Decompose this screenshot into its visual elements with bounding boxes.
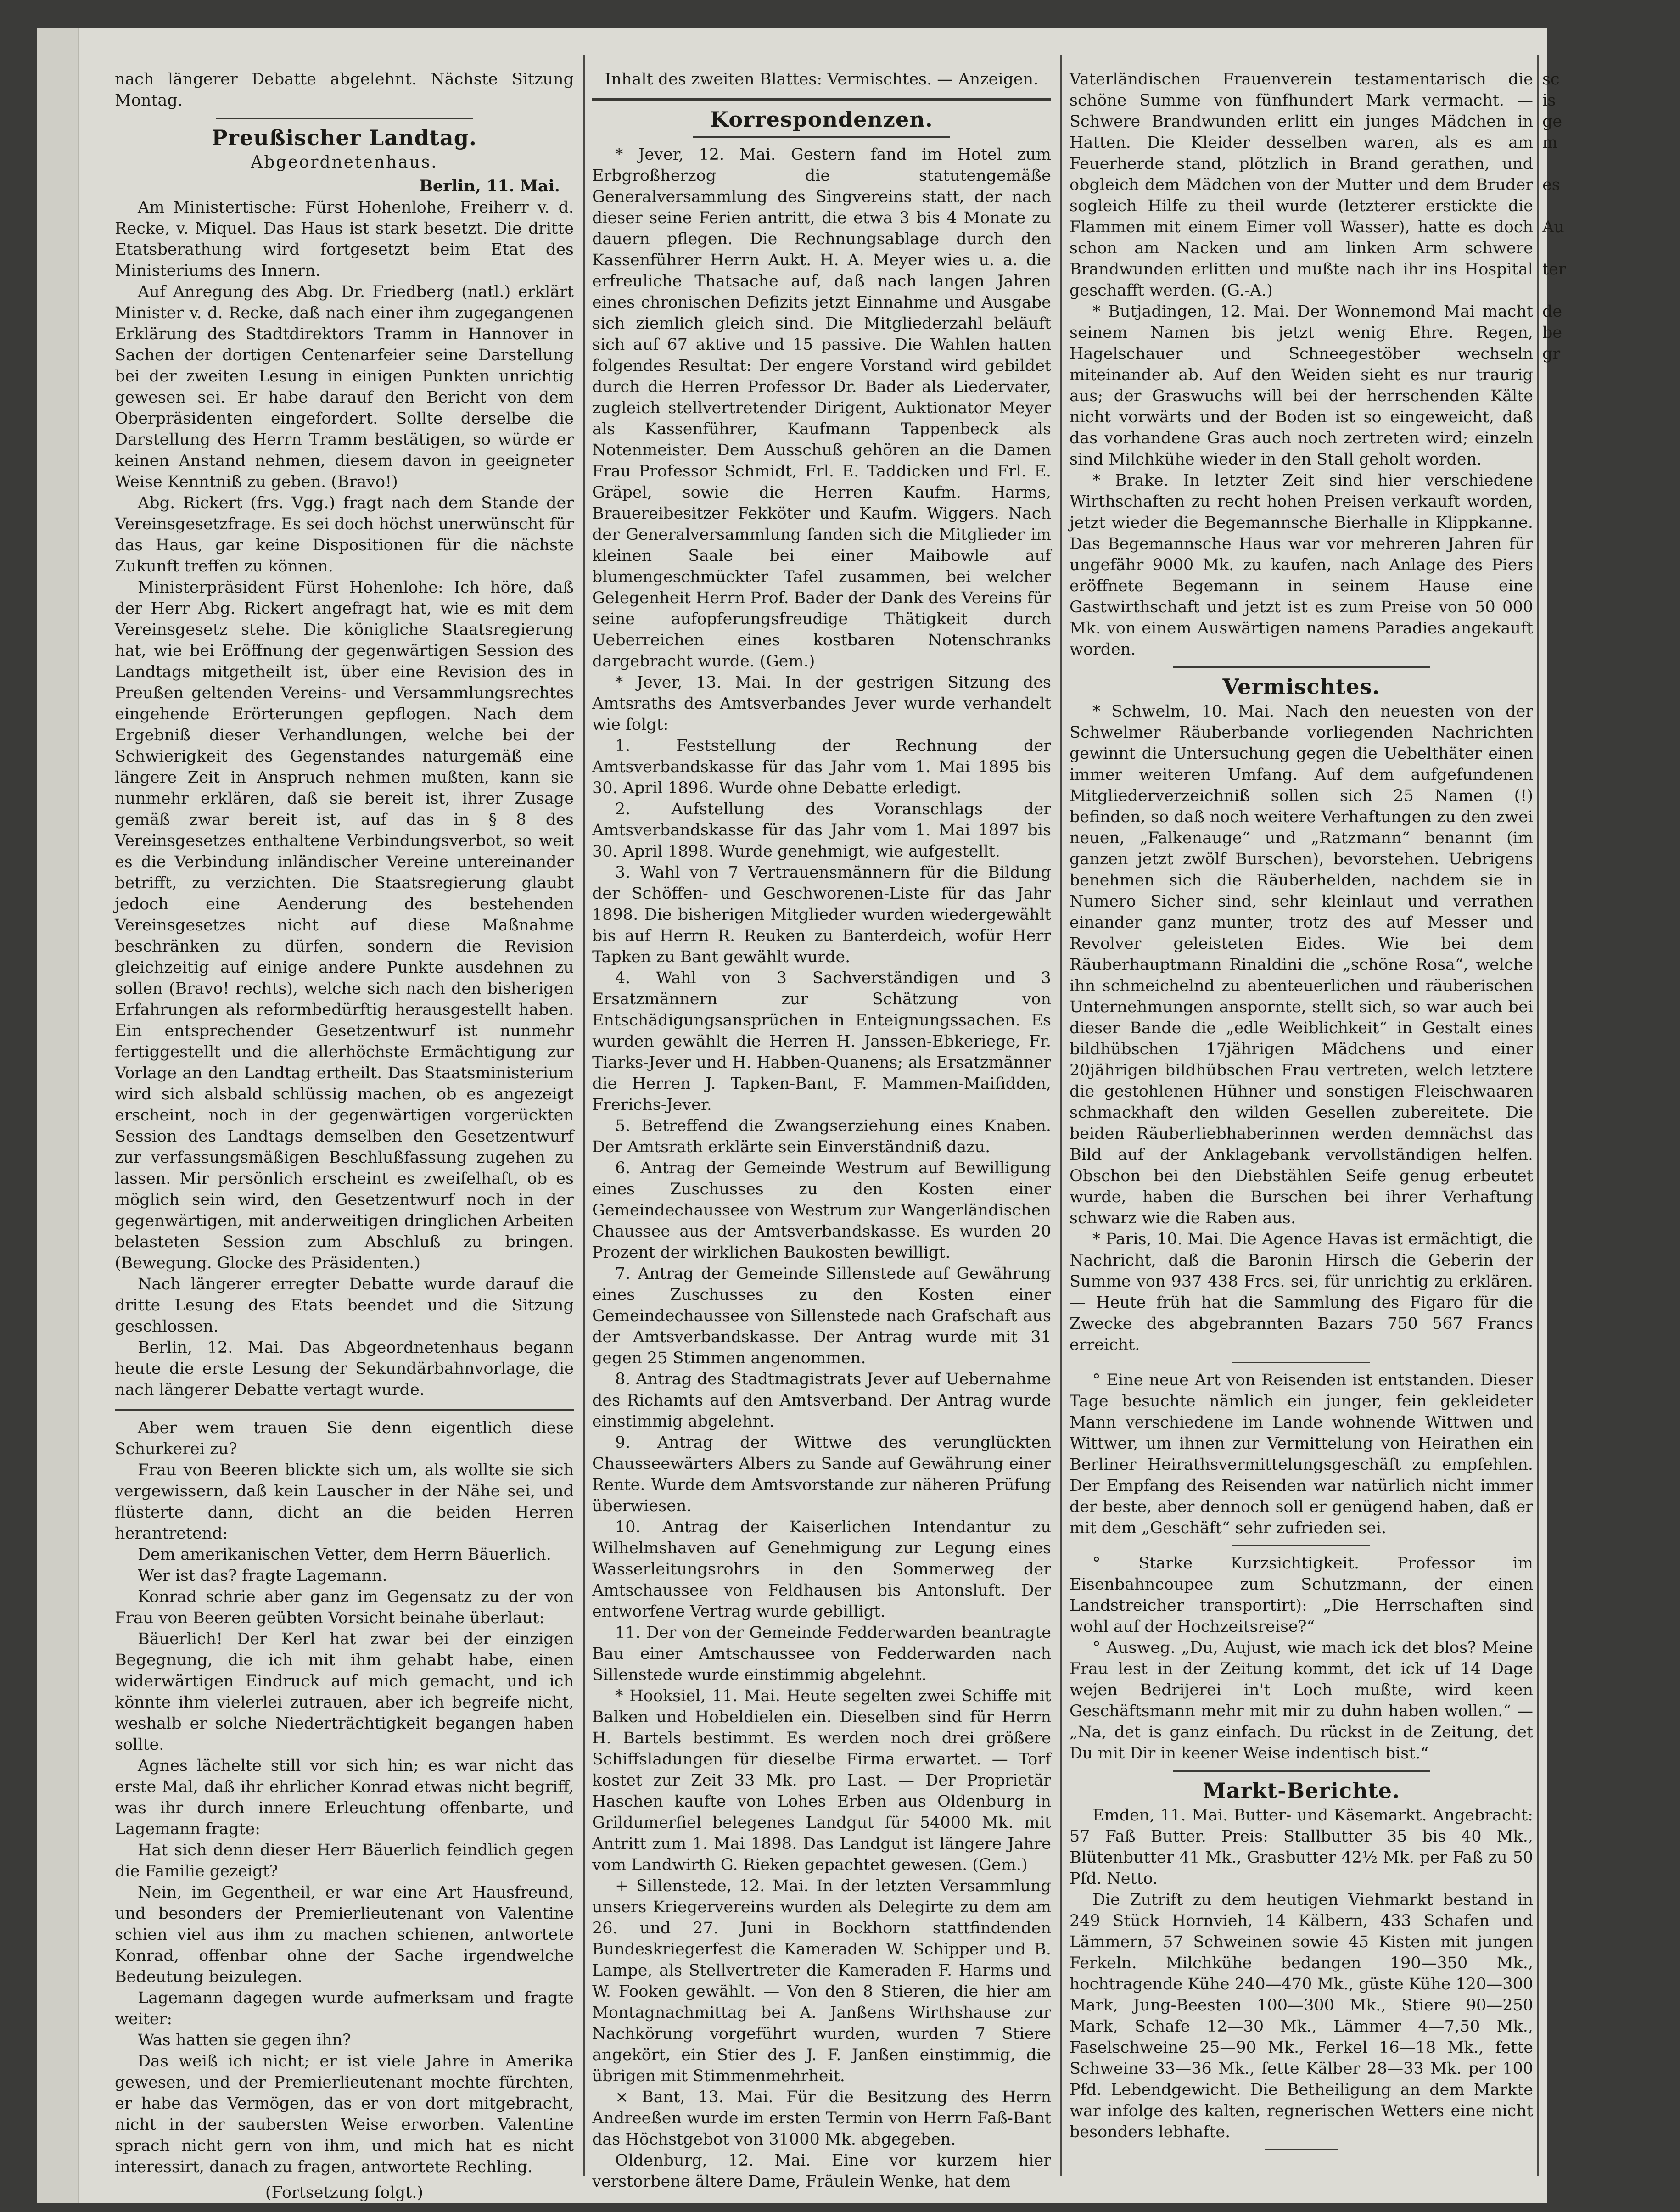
contents-note: Inhalt des zweiten Blattes: Vermischtes. — Anzeigen. (605, 70, 1039, 89)
divider (693, 136, 950, 138)
divider (1232, 1362, 1370, 1363)
column-2 (592, 69, 1051, 2191)
misc-entry: ° Starke Kurzsichtigkeit. Professor im Eisenbahncoupee zum Schutzmann, der einen Landstreicher transportirt): „Die Herrschaften sind wohl auf der Hochzeitsreise?“ (1070, 1554, 1533, 1636)
novel-paragraph: Nein, im Gegentheil, er war eine Art Hausfreund, und besonders der Premierlieutenant von Valentine schien viel aus ihm zu machen schienen, antwortete Konrad, offenbar ohne der Sache irgendwelche Bedeutung beizulegen. (115, 1883, 574, 1986)
novel-paragraph: Dem amerikanischen Vetter, dem Herrn Bäuerlich. (138, 1546, 551, 1564)
article-paragraph: Berlin, 12. Mai. Das Abgeordnetenhaus begann heute die erste Lesung der Sekundärbahnvorlage, die nach längerer Debatte vertagt wurde. (115, 1338, 574, 1399)
continued-note: (Fortsetzung folgt.) (265, 2184, 424, 2202)
divider (592, 98, 1051, 101)
agenda-item: 6. Antrag der Gemeinde Westrum auf Bewilligung eines Zuschusses zu den Kosten einer Gemeindechaussee von Westrum zur Wangerländischen Chaussee aus der Amtsverbandskasse. Es wurden 20 Prozent der wirklichen Baukosten bewilligt. (592, 1159, 1051, 1262)
agenda-item: 7. Antrag der Gemeinde Sillenstede auf Gewährung eines Zuschusses zu den Kosten einer Gemeindechaussee von Sillenstede nach Grafschaft aus der Amtsverbandskasse. Der Antrag wurde mit 31 gegen 25 Stimmen angenommen. (592, 1265, 1051, 1367)
novel-paragraph: Aber wem trauen Sie denn eigentlich diese Schurkerei zu? (115, 1419, 574, 1458)
news-entry: * Jever, 13. Mai. In der gestrigen Sitzung des Amtsraths des Amtsverbandes Jever wurde verhandelt wie folgt: (592, 673, 1051, 734)
misc-entry: * Schwelm, 10. Mai. Nach den neuesten von der Schwelmer Räuberbande vorliegenden Nachrichten gewinnt die Untersuchung gegen die Uebelthäter einen immer weiteren Umfang. Auf dem aufgefundenen Mitgliederverzeichniß sollen sich 25 Namen (!) befinden, so daß noch weitere Verhaftungen zu den zwei neuen, „Falkenauge“ und „Ratzmann“ benannt (im ganzen jetzt zwölf Burschen), bevorstehen. Uebrigens benehmen sich die Räuberhelden, nachdem sie in Numero Sicher sind, sehr kleinlaut und verrathen einander ganz munter, trotz des auf Messer und Revolver geleisteten Eides. Wie bei dem Räuberhauptmann Rinaldini die „schöne Rosa“, welche ihn schmeichelnd zu abenteuerlichen und räuberischen Unternehmungen anspornte, stellt sich, so war auch bei dieser Bande die „edle Weiblichkeit“ in Gestalt eines bildhübschen 17jährigen Mädchens und einer 20jährigen bildhübschen Frau vertreten, welch letztere die gestohlenen Hühner und sonstigen Fleischwaaren schmackhaft den wilden Gesellen zubereitete. Die beiden Räuberliebhaberinnen werden demnächst das Bild auf der Anklagebank vervollständigen helfen. Obschon bei den Diebstählen Seife genug erbeutet wurde, haben die Burschen bei ihrer Verhaftung schwarz wie die Raben aus. (1070, 702, 1533, 1227)
article-paragraph: Nach längerer erregter Debatte wurde darauf die dritte Lesung des Etats beendet und die Sitzung geschlossen. (115, 1275, 574, 1336)
agenda-item: 2. Aufstellung des Voranschlags der Amtsverbandskasse für das Jahr vom 1. Mai 1897 bis 30. April 1898. Wurde genehmigt, wie aufgestellt. (592, 800, 1051, 861)
misc-entry: ° Ausweg. „Du, Aujust, wie mach ick det blos? Meine Frau lest in der Zeitung kommt, det ick uf 14 Dage wejen Bedrijerei in't Loch mußte, wird keen Geschäftsmann mehr mit mir zu duhn haben wollen.“ — „Na, det is ganz einfach. Du rückst in de Zeitung, det Du mit Dir in keener Weise indentisch bist.“ (1070, 1639, 1533, 1763)
dateline: Berlin, 11. Mai. (419, 177, 560, 196)
newspaper-page (37, 28, 1566, 2203)
novel-paragraph: Frau von Beeren blickte sich um, als wollte sie sich vergewissern, daß kein Lauscher in der Nähe sei, und flüsterte dann, dicht an die beiden Herren herantretend: (115, 1461, 574, 1543)
market-report: Emden, 11. Mai. Butter- und Käsemarkt. Angebracht: 57 Faß Butter. Preis: Stallbutter 35 bis 40 Mk., Blütenbutter 41 Mk., Grasbutter 42½ Mk. per Faß zu 50 Pfd. Netto. (1070, 1806, 1533, 1888)
section-heading: Vermischtes. (1222, 674, 1380, 699)
divider (1265, 2149, 1338, 2150)
column-rule (1537, 55, 1539, 2176)
divider (216, 118, 473, 119)
novel-paragraph: Bäuerlich! Der Kerl hat zwar bei der einzigen Begegnung, die ich mit ihm gehabt habe, einen widerwärtigen Eindruck auf mich gemacht, und ich könnte ihm vielerlei zutrauen, aber ich begreife nicht, weshalb er solche Niederträchtigkeit begangen haben sollte. (115, 1630, 574, 1754)
section-heading: Markt-Berichte. (1202, 1778, 1400, 1803)
divider (1173, 666, 1430, 668)
feuilleton-divider (115, 1409, 574, 1411)
cutoff-text: sc is ge m es Au ter de be gr (1542, 70, 1566, 363)
column-3 (1070, 69, 1533, 2180)
agenda-item: 4. Wahl von 3 Sachverständigen und 3 Ersatzmännern zur Schätzung von Entschädigungsansprüchen in Enteignungssachen. Es wurden gewählt die Herren H. Janssen-Ebkeriege, Fr. Tiarks-Jever und H. Habben-Quanens; als Ersatzmänner die Herren J. Tapken-Bant, F. Mammen-Maifidden, Frerichs-Jever. (592, 969, 1051, 1114)
article-paragraph: Abg. Rickert (frs. Vgg.) fragt nach dem Stande der Vereinsgesetzfrage. Es sei doch höchst unerwünscht für das Haus, gar keine Dispositionen für die nächste Zukunft treffen zu können. (115, 494, 574, 576)
news-entry: × Bant, 13. Mai. Für die Besitzung des Herrn Andreeßen wurde im ersten Termin von Herrn Faß-Bant das Höchstgebot von 31000 Mk. abgegeben. (592, 2088, 1051, 2149)
novel-paragraph: Was hatten sie gegen ihn? (138, 2031, 351, 2050)
misc-entry: ° Eine neue Art von Reisenden ist entstanden. Dieser Tage besuchte nämlich ein junger, fein gekleideter Mann verschiedene im Lande wohnende Wittwen und Wittwer, um ihnen zur Vermittelung von Heirathen ein Berliner Heirathsvermittelungsgeschäft zu empfehlen. Der Empfang des Reisenden war natürlich nicht immer der beste, aber dennoch soll er genügend haben, daß er mit dem „Geschäft“ sehr zufrieden sei. (1070, 1371, 1533, 1537)
agenda-item: 9. Antrag der Wittwe des verunglückten Chausseewärters Albers zu Sande auf Gewährung einer Rente. Wurde dem Amtsvorstande zur näheren Prüfung überwiesen. (592, 1434, 1051, 1515)
continued-text: nach längerer Debatte abgelehnt. Nächste Sitzung Montag. (115, 70, 574, 110)
column-rule (583, 55, 585, 2176)
column-4-cutoff (1542, 69, 1680, 2180)
agenda-item: 10. Antrag der Kaiserlichen Intendantur zu Wilhelmshaven auf Genehmigung zur Legung eines Wasserleitungsrohrs in den Sommerweg der Amtschaussee von Feldhausen bis Antonsluft. Der entworfene Vertrag wurde gebilligt. (592, 1518, 1051, 1621)
article-paragraph: Auf Anregung des Abg. Dr. Friedberg (natl.) erklärt Minister v. d. Recke, daß nach einer ihm zugegangenen Erklärung des Stadtdirektors Tramm in Hannover in Sachen der dortigen Centenarfeier seine Darstellung bei der zweiten Lesung in einigen Punkten unrichtig gewesen sei. Er habe darauf den Bericht von dem Oberpräsidenten eingefordert. Sollte derselbe die Darstellung des Herrn Tramm bestätigen, so würde er keinen Anstand nehmen, diesem davon in geeigneter Weise Kenntniß zu geben. (Bravo!) (115, 283, 574, 491)
novel-paragraph: Hat sich denn dieser Herr Bäuerlich feindlich gegen die Familie gezeigt? (115, 1841, 574, 1881)
article-paragraph: Ministerpräsident Fürst Hohenlohe: Ich höre, daß der Herr Abg. Rickert angefragt hat, wie es mit dem Vereinsgesetz stehe. Die königliche Staatsregierung hat, wie bei Eröffnung der gegenwärtigen Session des Landtags mitgetheilt ist, über eine Revision des in Preußen geltenden Vereins- und Versammlungsrechtes eingehende Erörterungen gepflogen. Nach dem Ergebniß dieser Verhandlungen, welche bei der Schwierigkeit des Gegenstandes naturgemäß eine längere Zeit in Anspruch nehmen mußten, kann sie nunmehr erklären, daß sie bereit ist, ihrer Zusage gemäß zwar bereit ist, auf das in § 8 des Vereinsgesetzes enthaltene Verbindungsverbot, so weit es die Verbindung inländischer Vereine untereinander betrifft, zu verzichten. Die Staatsregierung glaubt jedoch eine Aenderung des bestehenden Vereinsgesetzes nicht auf diese Maßnahme beschränken zu dürfen, sondern die Revision gleichzeitig auf einige andere Punkte ausdehnen zu sollen (Bravo! rechts), welche sich nach den bisherigen Erfahrungen als reformbedürftig herausgestellt haben. Ein entsprechender Gesetzentwurf ist nunmehr fertiggestellt und die allerhöchste Ermächtigung zur Vorlage an den Landtag ertheilt. Das Staatsministerium wird sich alsbald schlüssig machen, ob es angezeigt erscheint, noch in der gegenwärtigen vorgerückten Session des Landtags demselben den Gesetzentwurf zur verfassungsmäßigen Beschlußfassung zugehen zu lassen. Mir persönlich erscheint es zweifelhaft, ob es möglich sein wird, den Gesetzentwurf noch in der gegenwärtigen, mit anderweitigen dringlichen Arbeiten belasteten Session zum Abschluß zu bringen. (Bewegung. Glocke des Präsidenten.) (115, 578, 574, 1272)
agenda-item: 8. Antrag des Stadtmagistrats Jever auf Uebernahme des Richamts auf den Amtsverband. Der Antrag wurde einstimmig abgelehnt. (592, 1370, 1051, 1431)
novel-paragraph: Lagemann dagegen wurde aufmerksam und fragte weiter: (115, 1989, 574, 2028)
news-entry: * Jever, 12. Mai. Gestern fand im Hotel zum Erbgroßherzog die statutengemäße Generalversammlung des Singvereins statt, der nach dieser seine Ferien antritt, die etwa 3 bis 4 Monate zu dauern pflegen. Die Rechnungsablage durch den Kassenführer Herrn Aukt. H. A. Meyer wies u. a. die erfreuliche Thatsache auf, daß nach langen Jahren eines chronischen Defizits jetzt Einnahme und Ausgabe sich ziemlich gleich sind. Die Mitgliederzahl beläuft sich auf 67 aktive und 15 passive. Die Wahlen hatten folgendes Resultat: Der engere Vorstand wird gebildet durch die Herren Professor Dr. Bader als Liedervater, zugleich stellvertretender Dirigent, Auktionator Meyer als Kassenführer, Kaufmann Tappenbeck als Notenmeister. Dem Ausschuß gehören an die Damen Frau Professor Schmidt, Frl. E. Taddicken und Frl. E. Gräpel, sowie die Herren Kaufm. Harms, Brauereibesitzer Fekköter und Kaufm. Wiggers. Nach der Generalversammlung fanden sich die Mitglieder im kleinen Saale bei einer Maibowle auf blumengeschmückter Tafel zusammen, bei welcher Gelegenheit Herrn Prof. Bader der Dank des Vereins für seine aufopferungsfreudige Thätigkeit durch Ueberreichen eines kostbaren Notenschranks dargebracht wurde. (Gem.) (592, 146, 1051, 671)
agenda-item: 11. Der von der Gemeinde Fedderwarden beantragte Bau einer Amtschaussee von Fedderwarden nach Sillenstede wurde einstimmig abgelehnt. (592, 1624, 1051, 1684)
agenda-item: 1. Feststellung der Rechnung der Amtsverbandskasse für das Jahr vom 1. Mai 1895 bis 30. April 1896. Wurde ohne Debatte erledigt. (592, 737, 1051, 797)
agenda-item: 5. Betreffend die Zwangserziehung eines Knaben. Der Amtsrath erklärte sein Einverständniß dazu. (592, 1117, 1051, 1156)
news-entry: * Hooksiel, 11. Mai. Heute segelten zwei Schiffe mit Balken und Hobeldielen ein. Dieselben sind für Herrn H. Bartels bestimmt. Es werden noch drei größere Schiffsladungen für dieselbe Firma erwartet. — Torf kostet zur Zeit 33 Mk. pro Last. — Der Proprietär Haschen kaufte von Lohes Erben aus Oldenburg in Grildumerfiel belegenes Landgut für 54000 Mk. mit Antritt zum 1. Mai 1898. Das Landgut ist längere Jahre vom Landwirth G. Rieken gepachtet gewesen. (Gem.) (592, 1687, 1051, 1874)
news-entry: Vaterländischen Frauenverein testamentarisch die schöne Summe von fünfhundert Mark vermacht. — Schwere Brandwunden erlitt ein junges Mädchen in Hatten. Die Kleider desselben waren, als es am Feuerherde stand, plötzlich in Brand gerathen, und obgleich dem Mädchen von der Mutter und dem Bruder sogleich Hilfe zu theil wurde (letzterer erstickte die Flammen mit einem Eimer voll Wasser), hatte es doch schon am Nacken und am linken Arm schwere Brandwunden erlitten und mußte nach ihr ins Hospital geschafft werden. (G.-A.) (1070, 70, 1533, 300)
novel-paragraph: Wer ist das? fragte Lagemann. (138, 1567, 387, 1585)
section-heading: Korrespondenzen. (710, 107, 933, 132)
news-entry: + Sillenstede, 12. Mai. In der letzten Versammlung unsers Kriegervereins wurden als Delegirte zu dem am 26. und 27. Juni in Bockhorn stattfindenden Bundeskriegerfest die Kameraden W. Schipper und B. Lampe, als Stellvertreter die Kameraden F. Harms und W. Fooken gewählt. — Von den 8 Stieren, die hier am Montagnachmittag bei A. Janßens Wirthshause zur Nachkörung vorgeführt wurden, wurden 7 Stiere angekört, ein Stier des J. F. Janßen einstimmig, die übrigen mit Stimmenmehrheit. (592, 1877, 1051, 2085)
news-entry: * Butjadingen, 12. Mai. Der Wonnemond Mai macht seinem Namen bis jetzt wenig Ehre. Regen, Hagelschauer und Schneegestöber wechseln miteinander ab. Auf den Weiden sieht es nur traurig aus; der Graswuchs will bei der herrschenden Kälte nicht vorwärts und der Boden ist so eingeweicht, daß das vorhandene Gras auch noch zertreten wird; einzeln sind Milchkühe wieder in den Stall geholt worden. (1070, 302, 1533, 469)
column-rule (1060, 55, 1062, 2176)
news-entry: * Brake. In letzter Zeit sind hier verschiedene Wirthschaften zu recht hohen Preisen verkauft worden, jetzt wieder die Begemannsche Bierhalle in Klippkanne. Das Begemannsche Haus war vor mehreren Jahren für ungefähr 9000 Mk. zu kaufen, nach Anlage des Piers eröffnete Begemann in seinem Hause eine Gastwirthschaft und jetzt ist es zum Preise von 50 000 Mk. von einem Auswärtigen namens Paradies angekauft worden. (1070, 471, 1533, 659)
novel-paragraph: Das weiß ich nicht; er ist viele Jahre in Amerika gewesen, und der Premierlieutenant mochte fürchten, er habe das Vermögen, das er von dort mitgebracht, nicht in der saubersten Weise erworben. Valentine sprach nicht gern von ihm, und mich hat es nicht interessirt, danach zu fragen, antwortete Rechling. (115, 2052, 574, 2176)
section-heading: Preußischer Landtag. (212, 125, 477, 150)
agenda-item: 3. Wahl von 7 Vertrauensmännern für die Bildung der Schöffen- und Geschworenen-Liste für das Jahr 1898. Die bisherigen Mitglieder wurden wiedergewählt bis auf Herrn R. Reuken zu Banterdeich, wofür Herr Tapken zu Bant gewählt wurde. (592, 863, 1051, 966)
column-1 (115, 69, 574, 2202)
novel-paragraph: Agnes lächelte still vor sich hin; es war nicht das erste Mal, daß ihr ehrlicher Konrad etwas nicht begriff, was ihr durch innere Erleuchtung offenbarte, und Lagemann fragte: (115, 1757, 574, 1838)
article-paragraph: Am Ministertische: Fürst Hohenlohe, Freiherr v. d. Recke, v. Miquel. Das Haus ist stark besetzt. Die dritte Etatsberathung wird fortgesetzt beim Etat des Ministeriums des Innern. (115, 198, 574, 280)
section-subheading: Abgeordnetenhaus. (251, 153, 438, 172)
misc-entry: * Paris, 10. Mai. Die Agence Havas ist ermächtigt, die Nachricht, daß die Baronin Hirsch die Geberin der Summe von 937 438 Frcs. sei, für unrichtig zu erklären. — Heute früh hat die Sammlung des Figaro für die Zwecke des abgebrannten Bazars 750 567 Francs erreicht. (1070, 1230, 1533, 1354)
market-report: Die Zutrift zu dem heutigen Viehmarkt bestand in 249 Stück Hornvieh, 14 Kälbern, 433 Schafen und Lämmern, 57 Schweinen sowie 45 Kisten mit jungen Ferkeln. Milchkühe bedangen 190—350 Mk., hochtragende Kühe 240—470 Mk., güste Kühe 120—300 Mark, Jung-Beesten 100—300 Mk., Stiere 90—250 Mark, Schafe 12—30 Mk., Lämmer 4—7,50 Mk., Faselschweine 25—90 Mk., Ferkel 16—18 Mk., fette Schweine 33—36 Mk., fette Kälber 28—33 Mk. per 100 Pfd. Lebendgewicht. Die Betheiligung an dem Markte war infolge des kalten, regnerischen Wetters eine nicht besonders lebhafte. (1070, 1891, 1533, 2141)
page-binding-edge (37, 28, 79, 2203)
novel-paragraph: Konrad schrie aber ganz im Gegensatz zu der von Frau von Beeren geübten Vorsicht beinahe überlaut: (115, 1588, 574, 1627)
news-entry: Oldenburg, 12. Mai. Eine vor kurzem hier verstorbene ältere Dame, Fräulein Wenke, hat dem (592, 2151, 1051, 2191)
divider (1232, 1545, 1370, 1546)
divider (1173, 1770, 1430, 1772)
